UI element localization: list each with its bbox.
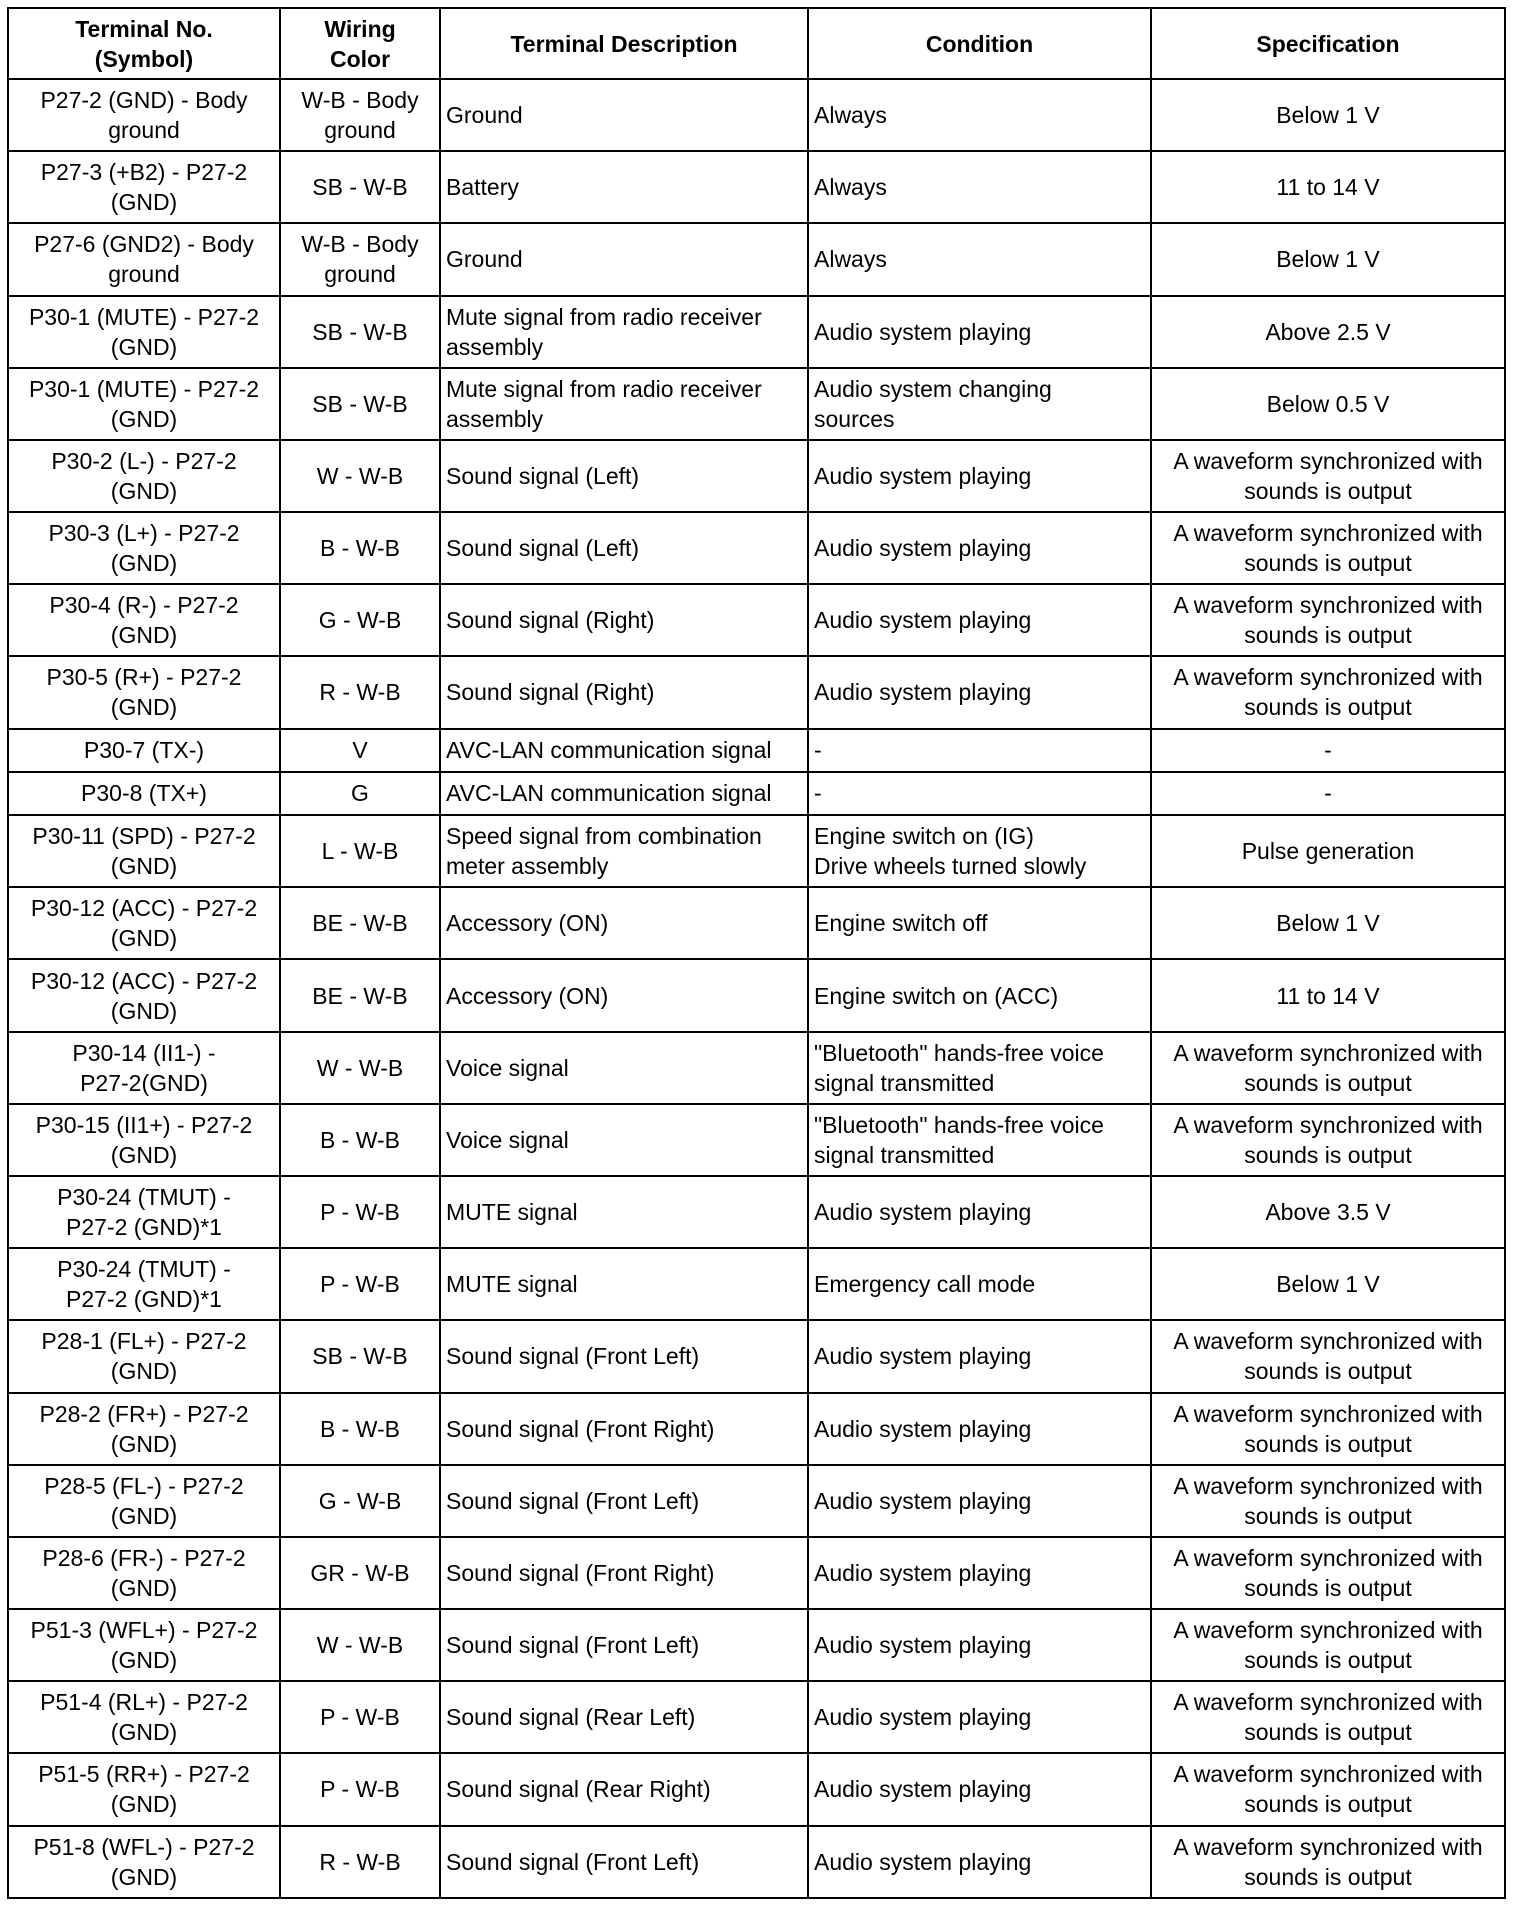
cell-condition: Engine switch on (IG) Drive wheels turned slowly bbox=[808, 815, 1151, 887]
cell-specification: A waveform synchronized with sounds is output bbox=[1151, 1465, 1505, 1537]
cell-condition: Audio system playing bbox=[808, 512, 1151, 584]
cell-wiring-color: P - W-B bbox=[280, 1681, 440, 1753]
terminal-spec-table bbox=[7, 7, 1506, 1899]
cell-specification: A waveform synchronized with sounds is output bbox=[1151, 1753, 1505, 1825]
cell-wiring-color: P - W-B bbox=[280, 1248, 440, 1320]
cell-terminal: P27-6 (GND2) - Body ground bbox=[8, 223, 280, 295]
cell-terminal: P30-14 (II1-) - P27-2(GND) bbox=[8, 1032, 280, 1104]
header-terminal-description: Terminal Description bbox=[440, 8, 808, 79]
table-row bbox=[8, 223, 1505, 295]
cell-wiring-color: G - W-B bbox=[280, 584, 440, 656]
cell-wiring-color: SB - W-B bbox=[280, 296, 440, 368]
cell-terminal-description: Ground bbox=[440, 223, 808, 295]
cell-specification: 11 to 14 V bbox=[1151, 151, 1505, 223]
table-row bbox=[8, 959, 1505, 1031]
cell-terminal-description: AVC-LAN communication signal bbox=[440, 772, 808, 815]
cell-terminal: P30-3 (L+) - P27-2 (GND) bbox=[8, 512, 280, 584]
table-row bbox=[8, 440, 1505, 512]
cell-terminal-description: Mute signal from radio receiver assembly bbox=[440, 296, 808, 368]
cell-condition: Audio system playing bbox=[808, 656, 1151, 728]
cell-specification: A waveform synchronized with sounds is output bbox=[1151, 1681, 1505, 1753]
cell-specification: A waveform synchronized with sounds is output bbox=[1151, 1104, 1505, 1176]
cell-specification: - bbox=[1151, 729, 1505, 772]
cell-terminal: P30-12 (ACC) - P27-2 (GND) bbox=[8, 959, 280, 1031]
cell-terminal-description: Sound signal (Front Left) bbox=[440, 1320, 808, 1392]
cell-terminal-description: Accessory (ON) bbox=[440, 959, 808, 1031]
cell-wiring-color: L - W-B bbox=[280, 815, 440, 887]
cell-condition: Audio system playing bbox=[808, 584, 1151, 656]
table-row bbox=[8, 368, 1505, 440]
header-row bbox=[8, 8, 1505, 79]
cell-terminal-description: Sound signal (Front Right) bbox=[440, 1393, 808, 1465]
cell-terminal: P51-4 (RL+) - P27-2 (GND) bbox=[8, 1681, 280, 1753]
cell-terminal-description: Sound signal (Front Left) bbox=[440, 1826, 808, 1898]
cell-specification: Below 1 V bbox=[1151, 79, 1505, 151]
cell-condition: Always bbox=[808, 79, 1151, 151]
cell-wiring-color: R - W-B bbox=[280, 656, 440, 728]
cell-terminal-description: Battery bbox=[440, 151, 808, 223]
cell-terminal-description: Accessory (ON) bbox=[440, 887, 808, 959]
cell-condition: Audio system playing bbox=[808, 296, 1151, 368]
cell-wiring-color: SB - W-B bbox=[280, 151, 440, 223]
table-row bbox=[8, 1320, 1505, 1392]
cell-terminal: P30-8 (TX+) bbox=[8, 772, 280, 815]
cell-wiring-color: W - W-B bbox=[280, 1609, 440, 1681]
cell-terminal-description: Sound signal (Right) bbox=[440, 584, 808, 656]
cell-specification: A waveform synchronized with sounds is output bbox=[1151, 512, 1505, 584]
cell-wiring-color: GR - W-B bbox=[280, 1537, 440, 1609]
cell-condition: Always bbox=[808, 223, 1151, 295]
header-condition: Condition bbox=[808, 8, 1151, 79]
cell-terminal-description: Sound signal (Front Left) bbox=[440, 1465, 808, 1537]
table-row bbox=[8, 1537, 1505, 1609]
cell-specification: Below 0.5 V bbox=[1151, 368, 1505, 440]
cell-wiring-color: W - W-B bbox=[280, 1032, 440, 1104]
cell-condition: "Bluetooth" hands-free voice signal transmitted bbox=[808, 1032, 1151, 1104]
cell-terminal: P27-3 (+B2) - P27-2 (GND) bbox=[8, 151, 280, 223]
cell-wiring-color: G bbox=[280, 772, 440, 815]
table-row bbox=[8, 1393, 1505, 1465]
cell-specification: A waveform synchronized with sounds is output bbox=[1151, 1826, 1505, 1898]
table-row bbox=[8, 1104, 1505, 1176]
table-row bbox=[8, 1176, 1505, 1248]
cell-terminal-description: Sound signal (Rear Left) bbox=[440, 1681, 808, 1753]
cell-specification: Above 3.5 V bbox=[1151, 1176, 1505, 1248]
cell-specification: A waveform synchronized with sounds is output bbox=[1151, 1537, 1505, 1609]
cell-specification: Below 1 V bbox=[1151, 887, 1505, 959]
cell-terminal-description: Voice signal bbox=[440, 1032, 808, 1104]
table-row bbox=[8, 512, 1505, 584]
cell-terminal: P30-7 (TX-) bbox=[8, 729, 280, 772]
cell-wiring-color: R - W-B bbox=[280, 1826, 440, 1898]
cell-condition: Audio system changing sources bbox=[808, 368, 1151, 440]
table-row bbox=[8, 887, 1505, 959]
cell-wiring-color: W-B - Body ground bbox=[280, 79, 440, 151]
cell-terminal-description: Sound signal (Left) bbox=[440, 440, 808, 512]
cell-specification: A waveform synchronized with sounds is output bbox=[1151, 440, 1505, 512]
table-row bbox=[8, 296, 1505, 368]
cell-wiring-color: BE - W-B bbox=[280, 959, 440, 1031]
cell-wiring-color: BE - W-B bbox=[280, 887, 440, 959]
cell-terminal: P30-2 (L-) - P27-2 (GND) bbox=[8, 440, 280, 512]
cell-terminal-description: Sound signal (Left) bbox=[440, 512, 808, 584]
cell-condition: Audio system playing bbox=[808, 1465, 1151, 1537]
cell-terminal-description: Speed signal from combination meter assembly bbox=[440, 815, 808, 887]
table-row bbox=[8, 1032, 1505, 1104]
cell-condition: Emergency call mode bbox=[808, 1248, 1151, 1320]
cell-specification: A waveform synchronized with sounds is output bbox=[1151, 584, 1505, 656]
terminal-spec-sheet bbox=[7, 7, 1504, 1899]
cell-terminal: P30-11 (SPD) - P27-2 (GND) bbox=[8, 815, 280, 887]
header-terminal: Terminal No. (Symbol) bbox=[8, 8, 280, 79]
header-specification: Specification bbox=[1151, 8, 1505, 79]
cell-condition: Audio system playing bbox=[808, 1826, 1151, 1898]
cell-specification: A waveform synchronized with sounds is output bbox=[1151, 1609, 1505, 1681]
cell-terminal: P28-5 (FL-) - P27-2 (GND) bbox=[8, 1465, 280, 1537]
cell-terminal: P30-15 (II1+) - P27-2 (GND) bbox=[8, 1104, 280, 1176]
table-row bbox=[8, 1248, 1505, 1320]
cell-condition: - bbox=[808, 729, 1151, 772]
cell-condition: Audio system playing bbox=[808, 1176, 1151, 1248]
table-row bbox=[8, 1465, 1505, 1537]
cell-condition: Audio system playing bbox=[808, 440, 1151, 512]
cell-wiring-color: W - W-B bbox=[280, 440, 440, 512]
cell-wiring-color: B - W-B bbox=[280, 1104, 440, 1176]
cell-terminal-description: Sound signal (Front Left) bbox=[440, 1609, 808, 1681]
header-wiring-color: Wiring Color bbox=[280, 8, 440, 79]
cell-terminal: P30-1 (MUTE) - P27-2 (GND) bbox=[8, 296, 280, 368]
cell-wiring-color: G - W-B bbox=[280, 1465, 440, 1537]
cell-terminal: P51-5 (RR+) - P27-2 (GND) bbox=[8, 1753, 280, 1825]
cell-wiring-color: P - W-B bbox=[280, 1176, 440, 1248]
cell-terminal-description: Sound signal (Rear Right) bbox=[440, 1753, 808, 1825]
cell-terminal: P30-1 (MUTE) - P27-2 (GND) bbox=[8, 368, 280, 440]
cell-condition: Audio system playing bbox=[808, 1681, 1151, 1753]
cell-condition: Engine switch off bbox=[808, 887, 1151, 959]
table-row bbox=[8, 1753, 1505, 1825]
cell-wiring-color: SB - W-B bbox=[280, 368, 440, 440]
cell-terminal: P30-4 (R-) - P27-2 (GND) bbox=[8, 584, 280, 656]
cell-terminal-description: AVC-LAN communication signal bbox=[440, 729, 808, 772]
cell-terminal-description: Voice signal bbox=[440, 1104, 808, 1176]
cell-condition: Audio system playing bbox=[808, 1393, 1151, 1465]
table-row bbox=[8, 79, 1505, 151]
cell-specification: - bbox=[1151, 772, 1505, 815]
cell-specification: Pulse generation bbox=[1151, 815, 1505, 887]
cell-specification: Below 1 V bbox=[1151, 223, 1505, 295]
cell-specification: A waveform synchronized with sounds is output bbox=[1151, 1393, 1505, 1465]
cell-specification: A waveform synchronized with sounds is output bbox=[1151, 1032, 1505, 1104]
cell-condition: Audio system playing bbox=[808, 1753, 1151, 1825]
cell-terminal: P51-3 (WFL+) - P27-2 (GND) bbox=[8, 1609, 280, 1681]
table-row bbox=[8, 1826, 1505, 1898]
cell-specification: A waveform synchronized with sounds is output bbox=[1151, 656, 1505, 728]
cell-terminal: P30-24 (TMUT) - P27-2 (GND)*1 bbox=[8, 1176, 280, 1248]
table-row bbox=[8, 729, 1505, 772]
cell-condition: Audio system playing bbox=[808, 1537, 1151, 1609]
cell-condition: Audio system playing bbox=[808, 1320, 1151, 1392]
cell-wiring-color: V bbox=[280, 729, 440, 772]
table-row bbox=[8, 815, 1505, 887]
cell-terminal: P30-5 (R+) - P27-2 (GND) bbox=[8, 656, 280, 728]
cell-terminal-description: Mute signal from radio receiver assembly bbox=[440, 368, 808, 440]
cell-terminal: P27-2 (GND) - Body ground bbox=[8, 79, 280, 151]
cell-wiring-color: B - W-B bbox=[280, 512, 440, 584]
cell-specification: Below 1 V bbox=[1151, 1248, 1505, 1320]
cell-wiring-color: P - W-B bbox=[280, 1753, 440, 1825]
cell-specification: Above 2.5 V bbox=[1151, 296, 1505, 368]
cell-condition: Audio system playing bbox=[808, 1609, 1151, 1681]
cell-terminal: P28-6 (FR-) - P27-2 (GND) bbox=[8, 1537, 280, 1609]
cell-terminal-description: Sound signal (Front Right) bbox=[440, 1537, 808, 1609]
table-row bbox=[8, 151, 1505, 223]
table-row bbox=[8, 656, 1505, 728]
cell-condition: - bbox=[808, 772, 1151, 815]
cell-wiring-color: SB - W-B bbox=[280, 1320, 440, 1392]
cell-terminal-description: Sound signal (Right) bbox=[440, 656, 808, 728]
cell-wiring-color: W-B - Body ground bbox=[280, 223, 440, 295]
table-row bbox=[8, 1681, 1505, 1753]
cell-condition: Always bbox=[808, 151, 1151, 223]
cell-terminal: P28-2 (FR+) - P27-2 (GND) bbox=[8, 1393, 280, 1465]
table-row bbox=[8, 1609, 1505, 1681]
cell-terminal-description: MUTE signal bbox=[440, 1248, 808, 1320]
cell-terminal: P51-8 (WFL-) - P27-2 (GND) bbox=[8, 1826, 280, 1898]
cell-terminal-description: MUTE signal bbox=[440, 1176, 808, 1248]
cell-terminal-description: Ground bbox=[440, 79, 808, 151]
cell-terminal: P28-1 (FL+) - P27-2 (GND) bbox=[8, 1320, 280, 1392]
cell-condition: Engine switch on (ACC) bbox=[808, 959, 1151, 1031]
cell-specification: A waveform synchronized with sounds is output bbox=[1151, 1320, 1505, 1392]
cell-condition: "Bluetooth" hands-free voice signal transmitted bbox=[808, 1104, 1151, 1176]
cell-terminal: P30-24 (TMUT) - P27-2 (GND)*1 bbox=[8, 1248, 280, 1320]
table-row bbox=[8, 584, 1505, 656]
cell-terminal: P30-12 (ACC) - P27-2 (GND) bbox=[8, 887, 280, 959]
table-row bbox=[8, 772, 1505, 815]
cell-specification: 11 to 14 V bbox=[1151, 959, 1505, 1031]
cell-wiring-color: B - W-B bbox=[280, 1393, 440, 1465]
